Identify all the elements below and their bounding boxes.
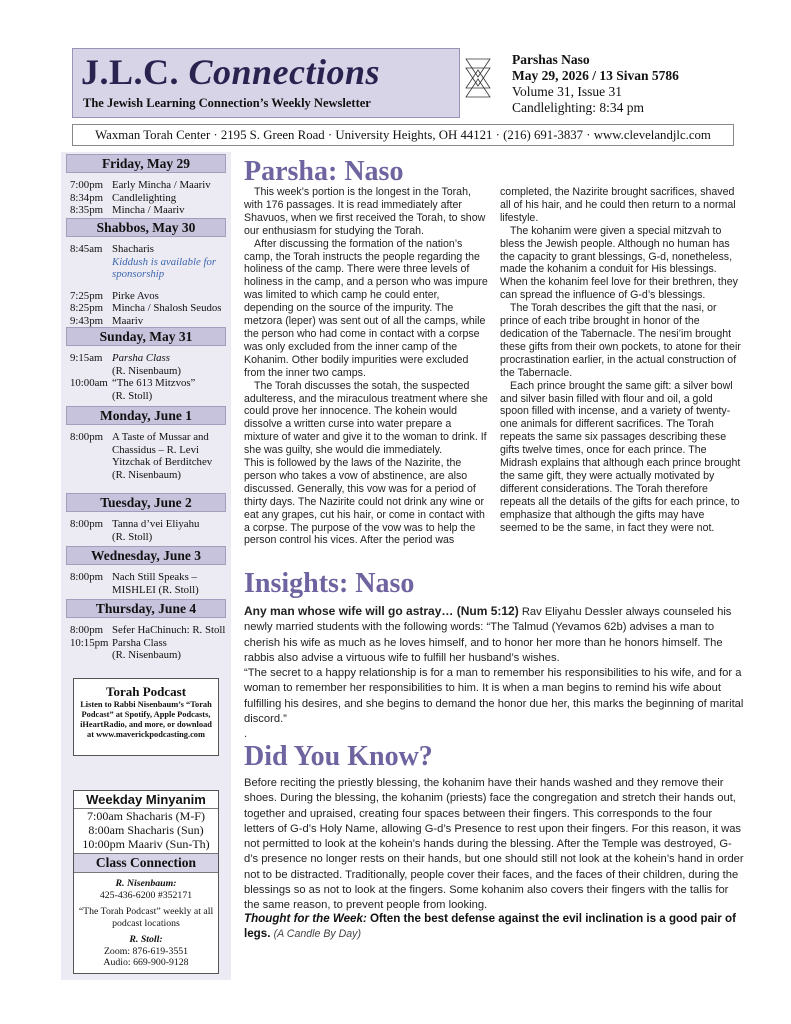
- rabbi-name: R. Nisenbaum:: [115, 878, 177, 889]
- title-italic: Connections: [188, 52, 381, 92]
- torah-podcast-box: [73, 678, 219, 756]
- minyanim-title: Weekday Minyanim: [74, 791, 218, 809]
- schedule-event: [66, 315, 226, 328]
- schedule-day: [66, 546, 226, 596]
- minyan-row: 7:00am Shacharis (M-F): [87, 809, 205, 823]
- insights-paragraph: [244, 604, 744, 666]
- event-presenter: (R. Nisenbaum): [112, 468, 181, 481]
- jlc-logo-icon: [463, 56, 493, 100]
- parsha-paragraph: The Torah describes the gift that the nasi, or prince of each tribe brought in honor of the dedication of the Tabernacle. The nesi’im brought these gifts from their own pockets, to atone for their procrastination earlier, in the actual construction of the Tabernacle.: [500, 302, 741, 379]
- schedule-event: [66, 377, 226, 402]
- schedule-event: [66, 571, 226, 596]
- schedule-event: [66, 302, 226, 315]
- event-desc: Candlelighting: [112, 191, 177, 204]
- event-desc: “The 613 Mitzvos”: [112, 377, 196, 389]
- insights-verse: Any man whose wife will go astray… (Num 5:12): [244, 604, 519, 618]
- event-desc: Sefer HaChinuch: R. Stoll: [112, 624, 226, 636]
- schedule-event: [66, 179, 226, 192]
- event-time: 7:00pm: [70, 179, 103, 191]
- day-heading: Shabbos, May 30: [66, 218, 226, 237]
- weekday-minyanim-box: [73, 790, 219, 974]
- podcast-title: Torah Podcast: [105, 684, 187, 699]
- schedule-day: [66, 599, 226, 662]
- event-time: 9:15am: [70, 352, 103, 364]
- parsha-column-1: [244, 186, 488, 547]
- schedule-day: [66, 493, 226, 543]
- parsha-title: Parsha: Naso: [244, 156, 404, 187]
- parsha-paragraph: This is followed by the laws of the Nazirite, the person who takes a vow of abstinence, are also discussed. Generally, this vow was for a period of thirty days. The Nazirite could not drink any wine or eat any grapes, cut his hair, or come in contact with a corpse. The purpose of the vow was to help the person control his vices. After the period was: [244, 457, 485, 547]
- parsha-paragraph: The kohanim were given a special mitzvah to bless the Jewish people. Although no human has the capacity to grant blessings, G-d, nonetheless, made the kohanim a conduit for His blessings. When the kohanim feel love for their brethren, they can spread the influence of G-d’s blessings.: [500, 224, 738, 302]
- schedule-day: [66, 327, 226, 402]
- insights-text: Rav Eliyahu Dessler always counseled his newly married students with the following words: “The Talmud (Yevamos 62b) advises a man to cherish his wife as much as he loves himself, and to honor her more than he honors himself. The rabbis also advise a virtuous wife to fulfill her husband’s wishes.: [244, 606, 732, 664]
- thought-text: Often the best defense against the evil inclination is a good pair of legs.: [244, 912, 736, 941]
- thought-for-the-week: [244, 911, 744, 943]
- did-you-know-body: Before reciting the priestly blessing, the kohanim have their hands washed and they remove their shoes. During the blessing, the kohanim (priests) face the congregation and stretch their hands out, together and upraised, creating four spaces between their fingers. This corresponds to the four letters of G-d’s Holy Name, allowing G-d’s Presence to rest upon their fingers. For this reason, it was not permitted to look at the kohein’s hands during the blessing. After the Temple was destroyed, G-d’s presence no longer rests on their hands, but one should still not look at the kohein’s hand in order not to be distracted. Traditionally, people cover their faces, and the faces of their children, during the blessings so as not to look at the fingers. Some kohanim also covers their fingers with the tallis for the same reason, to prevent people from looking.: [244, 777, 744, 912]
- event-desc: Parsha Class: [112, 636, 167, 649]
- event-desc: Pirke Avos: [112, 289, 159, 302]
- did-you-know-title: Did You Know?: [244, 741, 433, 772]
- kiddush-note: Kiddush is available for sponsorship: [112, 255, 217, 280]
- title-prefix: J.L.C.: [81, 52, 189, 92]
- event-desc: Mincha / Maariv: [112, 204, 185, 216]
- parsha-paragraph: This week’s portion is the longest in the Torah, with 176 passages. It is read immediately after Shavuos, when we first received the Torah, to show our enthusiasm for studying the Torah.: [244, 186, 486, 237]
- schedule-day: [66, 218, 226, 327]
- event-desc: Tanna d’vei Eliyahu: [112, 518, 200, 530]
- event-desc: Parsha Class: [112, 352, 170, 364]
- event-desc: A Taste of Mussar and Chassidus – R. Levi Yitzchak of Berditchev: [112, 431, 213, 468]
- day-heading: Monday, June 1: [66, 406, 226, 425]
- minyan-row: 8:00am Shacharis (Sun): [88, 823, 204, 837]
- schedule-event: [66, 637, 226, 662]
- thought-source: (A Candle By Day): [273, 928, 361, 941]
- candlelighting-time: Candlelighting: 8:34 pm: [512, 100, 644, 115]
- schedule-event: [66, 243, 226, 281]
- minyan-row: 10:00pm Maariv (Sun-Th): [82, 837, 210, 851]
- schedule-event: [66, 518, 226, 543]
- schedule-event: [66, 624, 226, 637]
- newsletter-subtitle: The Jewish Learning Connection’s Weekly Newsletter: [83, 96, 371, 110]
- event-time: 8:45am: [70, 243, 103, 255]
- schedule-event: [66, 352, 226, 377]
- parsha-paragraph: Each prince brought the same gift: a silver bowl and silver basin filled with flour and oil, a gold spoon filled with incense, and a variety of twenty-one animals for different sacrifices. The Torah repeats the same six passages describing these gifts twelve times, once for each prince. The Midrash explains that although each prince brought the same gift, they were actually motivated by different considerations. The Torah therefore repeats all the details of the gifts for each prince, to emphasize that although the gifts may have seemed to be the same, in fact they were not.: [500, 379, 741, 534]
- schedule-event: [66, 431, 226, 481]
- day-heading: Friday, May 29: [66, 154, 226, 173]
- podcast-note: “The Torah Podcast” weekly at all podcast locations: [78, 906, 214, 929]
- parsha-column-2: [500, 186, 744, 534]
- event-desc: Early Mincha / Maariv: [112, 179, 211, 191]
- schedule-day: [66, 154, 226, 217]
- address-bar: Waxman Torah Center · 2195 S. Green Road · University Heights, OH 44121 · (216) 691-3837 · www.clevelandjlc.com: [72, 124, 734, 146]
- zoom-number: Zoom: 876-619-3551: [103, 945, 189, 957]
- event-presenter: (R. Nisenbaum): [112, 649, 181, 661]
- thought-label: Thought for the Week:: [244, 912, 367, 925]
- event-time: 9:43pm: [70, 314, 103, 327]
- event-time: 8:00pm: [70, 571, 103, 583]
- parsha-paragraph: The Torah discusses the sotah, the suspected adulteress, and the miraculous treatment where she could prove her innocence. The kohein would dissolve a written curse into water prepare a mixture of water and give it to the woman to drink. If she was guilty, she would die immediately.: [244, 379, 488, 457]
- rabbi-phone: 425-436-6200 #352171: [99, 889, 193, 901]
- schedule-event: [66, 204, 226, 217]
- insights-title: Insights: Naso: [244, 568, 415, 599]
- day-heading: Thursday, June 4: [66, 599, 226, 618]
- event-presenter: (R. Stoll): [112, 530, 153, 543]
- insights-body: [244, 604, 744, 743]
- event-time: 7:25pm: [70, 289, 103, 302]
- event-desc: Nach Still Speaks – MISHLEI (R. Stoll): [112, 571, 199, 596]
- event-time: 8:35pm: [70, 204, 103, 216]
- day-heading: Wednesday, June 3: [66, 546, 226, 565]
- parsha-paragraph: completed, the Nazirite brought sacrifices, shaved all of his hair, and he could then return to a normal lifestyle.: [500, 186, 736, 224]
- volume-issue: Volume 31, Issue 31: [512, 84, 622, 99]
- event-time: 8:00pm: [70, 624, 103, 636]
- event-desc: Maariv: [112, 314, 144, 327]
- event-time: 8:00pm: [70, 518, 103, 530]
- event-time: 8:00pm: [70, 431, 103, 443]
- event-time: 10:00am: [70, 377, 108, 389]
- parsha-name: Parshas Naso: [512, 52, 590, 67]
- insights-paragraph: “The secret to a happy relationship is for a man to remember his responsibilities to his wife, and for a woman to remember her responsibilities to him. It is when a man begins to remind his wife about fulfilling his desires, and she begins to demand the honor due her, this marks the beginning of marital discord.”: [244, 667, 744, 726]
- event-desc: Mincha / Shalosh Seudos: [112, 302, 222, 314]
- rabbi-name: R. Stoll:: [129, 934, 163, 945]
- event-time: 8:34pm: [70, 191, 103, 204]
- podcast-body: Listen to Rabbi Nisenbaum’s “Torah Podcast” at Spotify, Apple Podcasts, iHeartRadio, and more, or download at www.maverickpodcasting.com: [80, 700, 212, 739]
- audio-number: Audio: 669-900-9128: [103, 957, 189, 968]
- issue-date: May 29, 2026 / 13 Sivan 5786: [512, 68, 679, 83]
- event-time: 10:15pm: [70, 636, 109, 649]
- schedule-event: [66, 290, 226, 303]
- issue-info: [512, 52, 679, 116]
- schedule-event: [66, 192, 226, 205]
- class-connection-title: Class Connection: [74, 853, 218, 873]
- masthead: [72, 48, 460, 118]
- insights-paragraph: .: [244, 728, 248, 741]
- day-heading: Sunday, May 31: [66, 327, 226, 346]
- event-time: 8:25pm: [70, 302, 103, 314]
- schedule-day: [66, 406, 226, 481]
- event-presenter: (R. Stoll): [112, 389, 153, 402]
- day-heading: Tuesday, June 2: [66, 493, 226, 512]
- event-presenter: (R. Nisenbaum): [112, 364, 181, 377]
- event-desc: Shacharis: [112, 243, 154, 255]
- newsletter-title: [81, 51, 380, 93]
- parsha-paragraph: After discussing the formation of the nation’s camp, the Torah instructs the people regarding the holiness of the camp. There were three levels of holiness in the camp, and a person who was impure was limited to which camp he could enter, depending on the source of the impurity. The metzora (leper) was sent out of all the camps, while the person who had come in contact with a corpse was only excluded from the inner camp of the Kohanim. Other bodily impurities were excluded from the inner two camps.: [244, 237, 488, 379]
- class-connection: [74, 853, 218, 973]
